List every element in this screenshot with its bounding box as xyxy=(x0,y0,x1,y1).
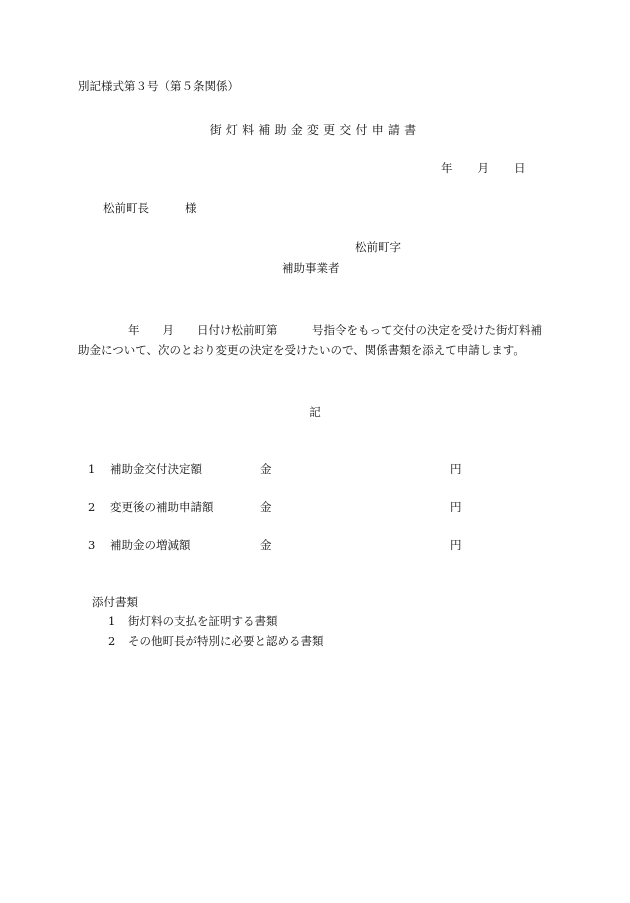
item-prefix: 金 xyxy=(260,462,272,476)
item-number: 3 xyxy=(88,538,96,552)
ki-heading: 記 xyxy=(309,405,321,419)
amount-item xyxy=(88,502,462,514)
attachments-heading: 添付書類 xyxy=(92,595,138,609)
form-label: 別記様式第３号（第５条関係） xyxy=(78,79,239,93)
item-prefix: 金 xyxy=(260,538,272,552)
body-text: 年 月 日付け松前町第 号指令をもって交付の決定を受けた街灯料補助金について、次のとおり変更の決定を受けたいので、関係書類を添えて申請します。 xyxy=(78,323,542,357)
amount-item xyxy=(88,540,462,552)
addressee xyxy=(103,203,197,215)
attachment-item xyxy=(108,636,324,648)
item-label: 補助金交付決定額 xyxy=(110,462,202,476)
attachment-number: 2 xyxy=(108,634,116,648)
document-title: 街灯料補助金変更交付申請書 xyxy=(209,123,421,137)
applicant-role-label: 補助事業者 xyxy=(282,261,340,275)
applicant-address-label: 松前町字 xyxy=(355,240,401,254)
amount-item xyxy=(88,464,462,476)
addressee-honorific: 様 xyxy=(185,201,197,215)
attachment-text: 街灯料の支払を証明する書類 xyxy=(128,614,278,628)
date-month: 月 xyxy=(477,161,489,175)
date-line xyxy=(441,163,526,175)
date-year: 年 xyxy=(441,161,453,175)
date-day: 日 xyxy=(514,161,526,175)
attachment-text: その他町長が特別に必要と認める書類 xyxy=(128,634,324,648)
item-unit: 円 xyxy=(450,462,462,476)
item-label: 変更後の補助申請額 xyxy=(110,500,214,514)
attachment-number: 1 xyxy=(108,614,116,628)
item-unit: 円 xyxy=(450,538,462,552)
item-number: 2 xyxy=(88,500,96,514)
addressee-name: 松前町長 xyxy=(103,201,149,215)
item-number: 1 xyxy=(88,462,96,476)
item-label: 補助金の増減額 xyxy=(110,538,191,552)
item-prefix: 金 xyxy=(260,500,272,514)
attachment-item xyxy=(108,616,278,628)
item-unit: 円 xyxy=(450,500,462,514)
